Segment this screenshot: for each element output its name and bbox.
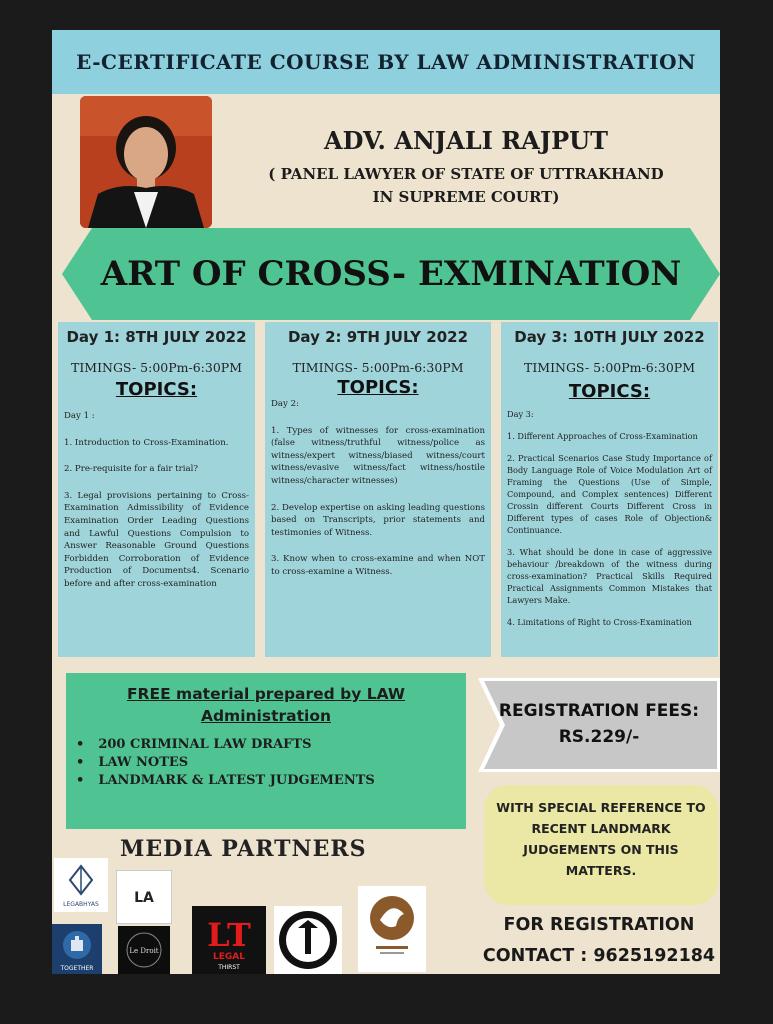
- registration-fee-box: [478, 678, 720, 772]
- contact-line1: FOR REGISTRATION: [503, 915, 695, 935]
- speaker-name: ADV. ANJALI RAJPUT: [324, 126, 608, 155]
- day-3-column: [501, 322, 718, 657]
- speaker-photo: [80, 96, 212, 228]
- legabhyas-logo-mark: [54, 858, 108, 912]
- free-material-item: • LAW NOTES: [76, 755, 466, 770]
- day-2-point: 3. Know when to cross-examine and when NOT to cross-examine a Witness.: [271, 554, 485, 577]
- free-material-list: [76, 737, 466, 788]
- day-3-point: 2. Practical Scenarios Case Study Importance of Body Language Role of Voice Modulation Art of Framing the Questions (Use of Simple, Compound, and Complex sentences) Different Crossin different Courts Different Cross in Different types of cases Role of Objection& Continuance.: [507, 453, 712, 535]
- contact-phone: CONTACT : 9625192184: [482, 946, 716, 966]
- legal-thirst-logo-mark: [192, 906, 266, 974]
- day-1-topics-label: TOPICS:: [115, 379, 198, 400]
- course-header-title: E-CERTIFICATE COURSE BY LAW ADMINISTRATION: [76, 50, 696, 74]
- day-3-heading: Day 3: 10TH JULY 2022: [514, 328, 705, 346]
- media-partners-heading: MEDIA PARTNERS: [120, 836, 367, 862]
- registration-fee-amount: RS.229/-: [558, 727, 640, 747]
- day-1-point: 2. Pre-requisite for a fair trial?: [64, 464, 198, 475]
- legal-thirst-logo-text: LT: [207, 916, 251, 954]
- day-2-topics-label: TOPICS:: [337, 377, 419, 398]
- free-material-item: • 200 CRIMINAL LAW DRAFTS: [76, 737, 466, 752]
- day-1-point: 3. Legal provisions pertaining to Cross-Examination Admissibility of Evidence Examination Order Leading Questions and Lawful Questions Compulsion to Answer Reasonable Ground Questions Forbidden Corroboration of Evidence Production of Documents4. Scenario before and after cross-examination: [64, 490, 249, 589]
- eagle-law-forum-logo-mark: [358, 886, 426, 972]
- day-2-intro: Day 2:: [271, 399, 299, 409]
- together-logo-text: TOGETHER: [60, 965, 94, 972]
- day-3-point: 1. Different Approaches of Cross-Examination: [507, 431, 698, 441]
- day-2-column: [265, 322, 491, 657]
- day-3-intro: Day 3:: [507, 409, 534, 419]
- speaker-designation-line1: ( PANEL LAWYER OF STATE OF UTTRAKHAND: [268, 165, 664, 183]
- course-title: ART OF CROSS- EXMINATION: [100, 254, 682, 294]
- legabhyas-logo-text: LEGABHYAS: [63, 901, 99, 908]
- together-logo-mark: [52, 924, 102, 974]
- course-title-banner: [62, 228, 720, 320]
- le-droit-logo-text: Le Droit: [129, 947, 159, 955]
- day-1-heading: Day 1: 8TH JULY 2022: [66, 328, 247, 346]
- la-logo: [116, 870, 172, 924]
- day-2-timings: TIMINGS- 5:00Pm-6:30PM: [292, 360, 464, 375]
- eagle-law-forum-logo: [358, 886, 426, 972]
- registration-contact: [478, 910, 720, 972]
- special-reference-box: [484, 785, 718, 905]
- day-1-point: 1. Introduction to Cross-Examination.: [64, 437, 229, 448]
- legal-thirst-logo-sub2: THIRST: [218, 964, 240, 971]
- course-header-bar: [52, 30, 720, 94]
- day-3-topic-list: [501, 408, 718, 628]
- day-2-point: 2. Develop expertise on asking leading questions based on Transcripts, prior statements and testimonies of Witness.: [271, 502, 485, 538]
- day-2-point: 1. Types of witnesses for cross-examination (false witness/truthful witness/police as witness/expert witness/biased witness/court witness/evasive witness/fact witness/hostile witness/character witnesses): [271, 425, 485, 486]
- course-poster: [52, 30, 720, 974]
- day-3-topics-label: TOPICS:: [568, 381, 651, 402]
- speaker-designation-line2: IN SUPREME COURT): [372, 188, 560, 206]
- day-3-point: 4. Limitations of Right to Cross-Examination: [507, 617, 692, 627]
- speaker-portrait-image: [80, 96, 212, 228]
- free-material-item: • LANDMARK & LATEST JUDGEMENTS: [76, 773, 466, 788]
- day-3-timings: TIMINGS- 5:00Pm-6:30PM: [524, 360, 695, 375]
- la-logo-mark: [117, 871, 171, 923]
- day-1-intro: Day 1 :: [64, 411, 95, 421]
- free-material-heading-line2: Administration: [200, 707, 332, 725]
- free-material-heading-line1: FREE material prepared by LAW: [126, 685, 406, 703]
- reference-line: JUDGEMENTS ON THIS: [523, 842, 679, 857]
- day-1-timings: TIMINGS- 5:00Pm-6:30PM: [71, 360, 242, 375]
- speaker-info: [212, 96, 720, 224]
- registration-fee-label: REGISTRATION FEES:: [498, 701, 700, 721]
- legal-thirst-logo-sub: LEGAL: [213, 952, 245, 962]
- reference-line: WITH SPECIAL REFERENCE TO: [496, 800, 706, 815]
- together-logo: [52, 924, 102, 974]
- day-1-topic-list: [58, 410, 255, 591]
- day-3-point: 3. What should be done in case of aggressive behaviour /breakdown of the witness during cross-examination? Practical Skills Required Practical Assignments Common Mistakes that Lawyers Make.: [507, 547, 712, 605]
- free-material-heading: [66, 683, 466, 727]
- free-material-box: [66, 673, 466, 829]
- day-2-topic-list: [265, 398, 491, 579]
- la-logo-text: LA: [134, 890, 154, 906]
- law-society-logo: [274, 906, 342, 974]
- le-droit-logo-mark: [118, 926, 170, 974]
- day-1-column: [58, 322, 255, 657]
- legabhyas-logo: [54, 858, 108, 912]
- reference-line: RECENT LANDMARK: [531, 821, 671, 836]
- legal-thirst-logo: [192, 906, 266, 974]
- le-droit-logo: [118, 926, 170, 974]
- registration-fee-text: [478, 678, 720, 750]
- reference-line: MATTERS.: [565, 863, 637, 878]
- law-society-logo-mark: [274, 906, 342, 974]
- day-2-heading: Day 2: 9TH JULY 2022: [287, 328, 469, 346]
